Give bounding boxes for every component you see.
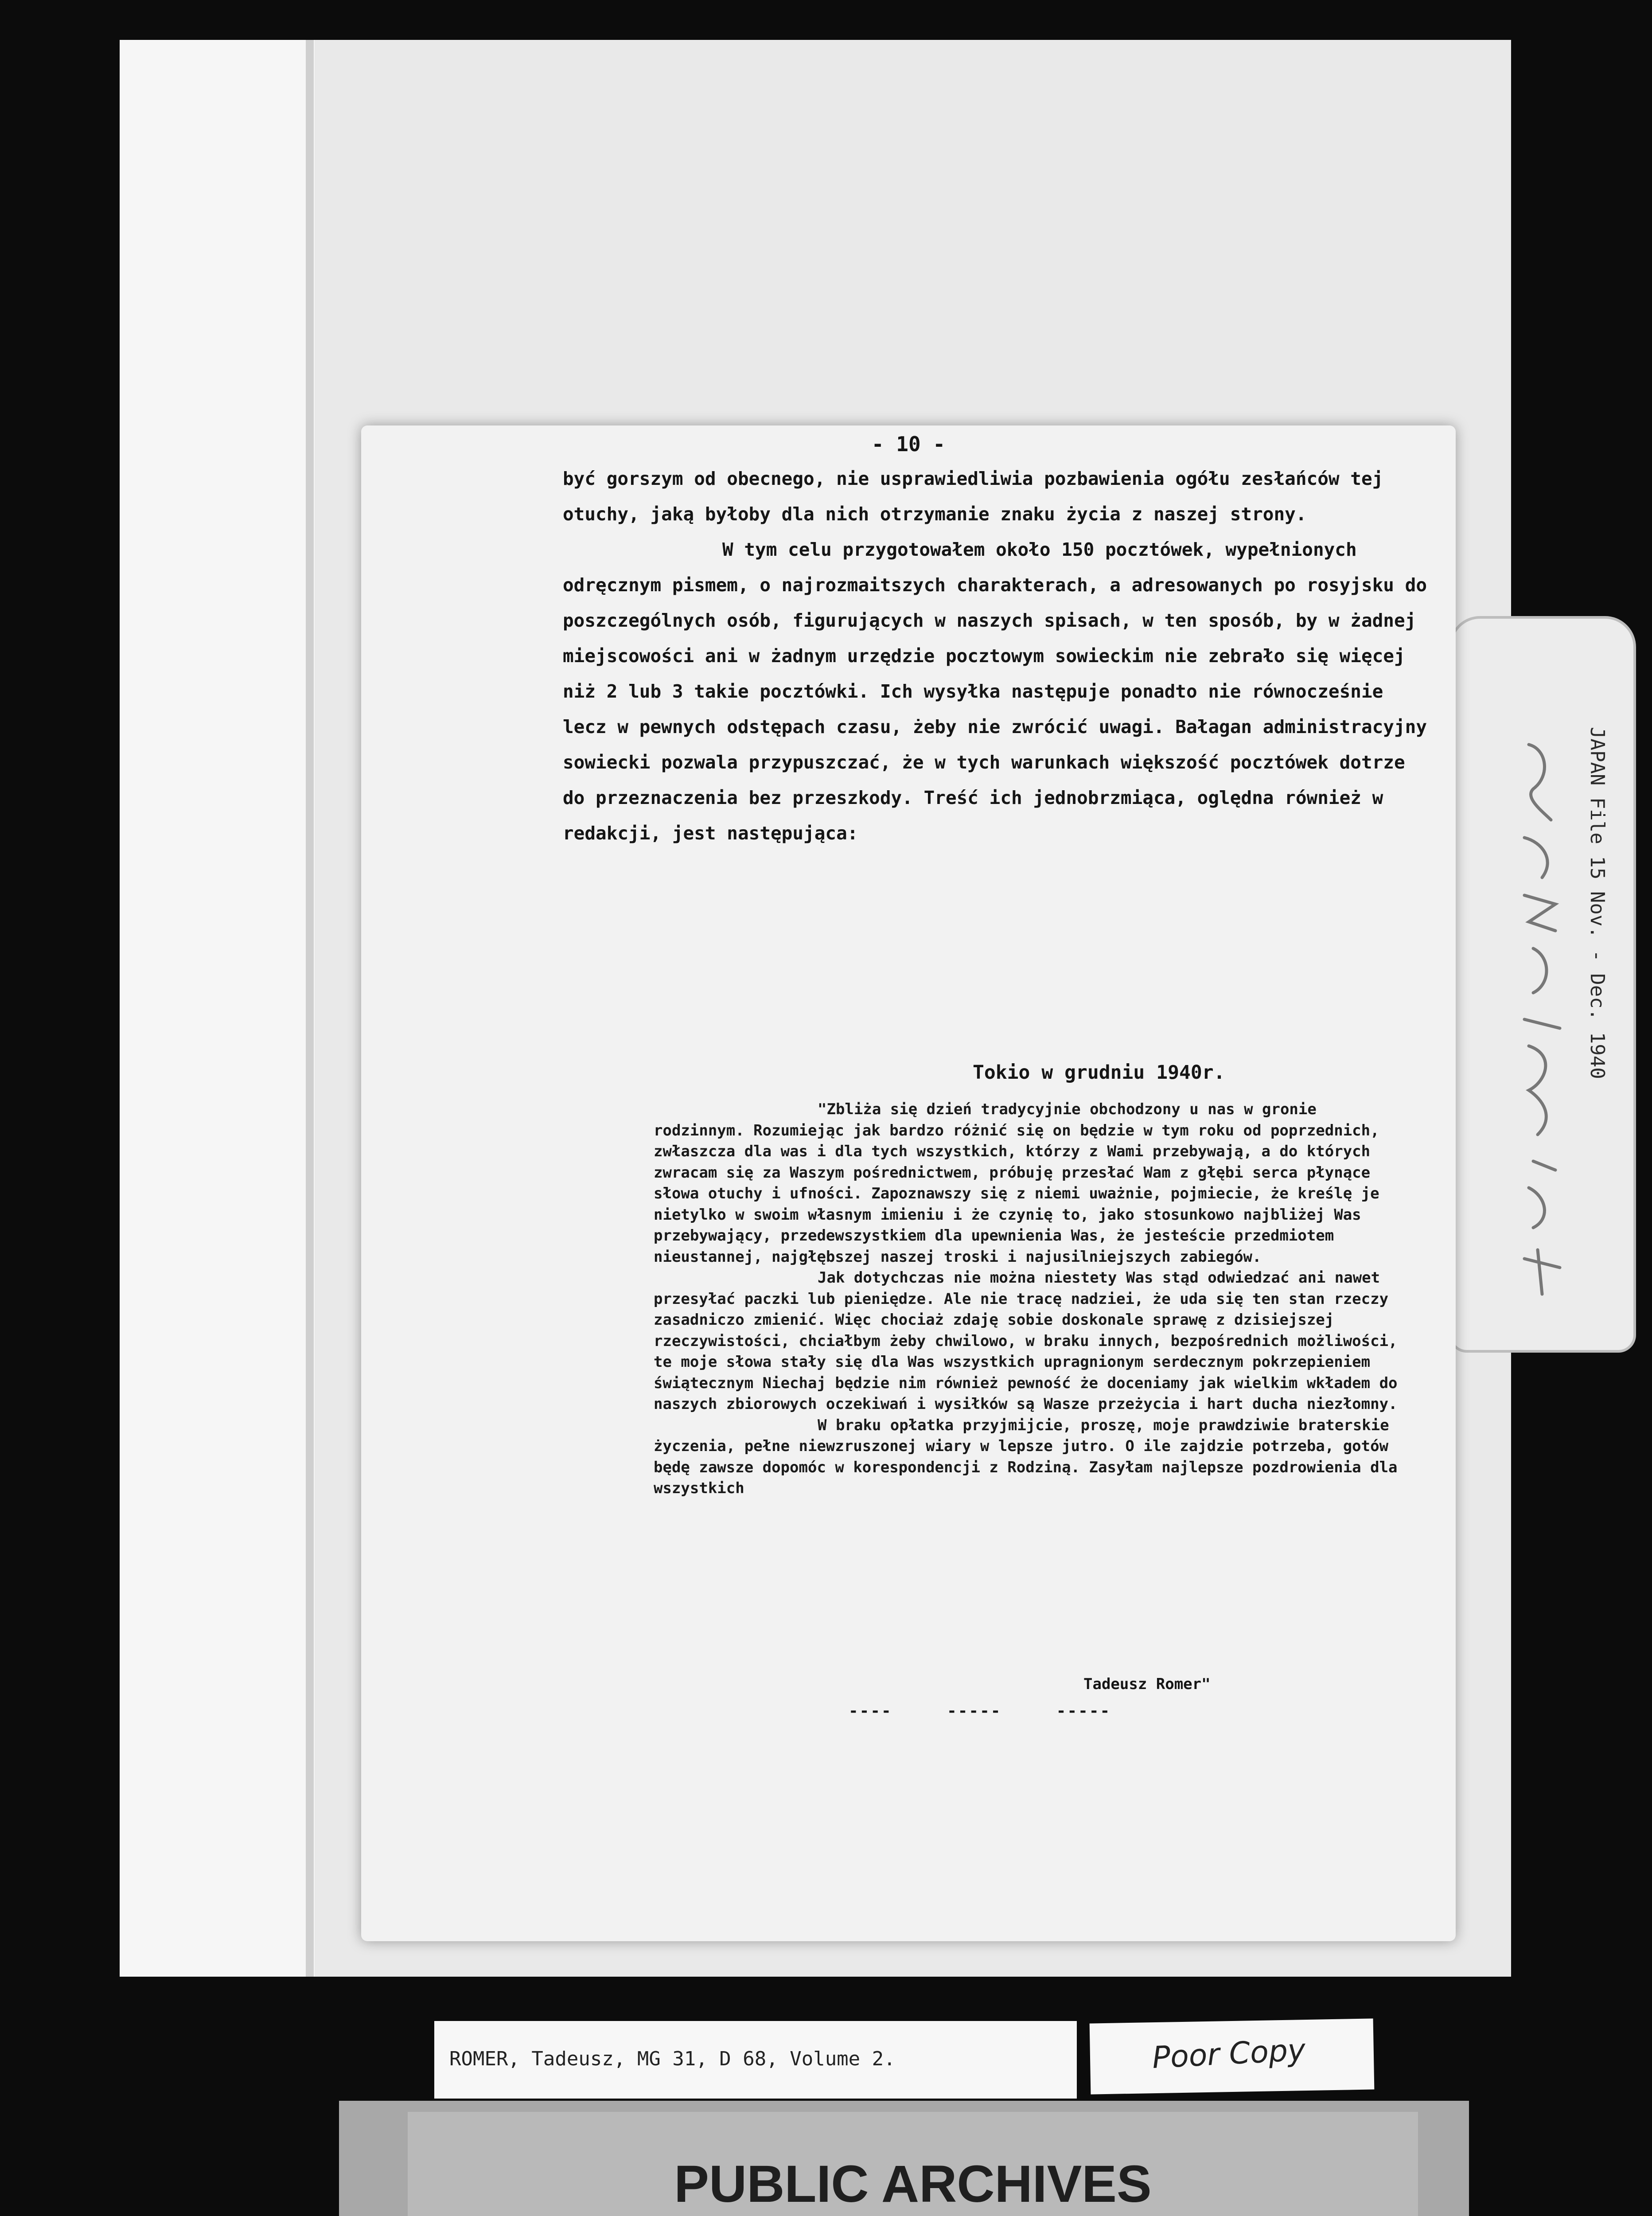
quoted-letter — [654, 1099, 1403, 1499]
folder-crease — [306, 40, 314, 1977]
folder-tab-text: JAPAN File 15 Nov. - Dec. 1940 — [1586, 727, 1609, 1079]
page-number: - 10 - — [871, 432, 946, 456]
report-body — [563, 461, 1431, 851]
handwritten-file-note — [1516, 736, 1569, 1312]
poor-copy-text: Poor Copy — [1151, 2033, 1307, 2076]
letter-paragraph: W braku opłatka przyjmijcie, proszę, moje prawdziwie braterskie życzenia, pełne niewzruszonej wiary w lepsze jutro. O ile zajdzie potrzeba, gotów będę zawsze dopomóc w korespondencji z Rodziną. Zasyłam najlepsze pozdrowienia dla wszystkich — [654, 1416, 1398, 1497]
closing-dashes: ---- ----- ----- — [849, 1702, 1111, 1720]
letter-date: Tokio w grudniu 1940r. — [973, 1061, 1225, 1084]
archive-reference-text: ROMER, Tadeusz, MG 31, D 68, Volume 2. — [449, 2048, 896, 2070]
report-paragraph: być gorszym od obecnego, nie usprawiedliwia pozbawienia ogółu zesłańców tej otuchy, jaką byłoby dla nich otrzymanie znaku życia z naszej strony. — [563, 468, 1383, 525]
report-paragraph: W tym celu przygotowałem około 150 pocztówek, wypełnionych odręcznym pismem, o najrozmaitszych charakterach, a adresowanych po rosyjsku do poszczególnych osób, figurujących w naszych spisach, w ten sposób, by w żadnej miejscowości ani w żadnym urzędzie pocztowym sowieckim nie zebrało się więcej niż 2 lub 3 takie pocztówki. Ich wysyłka następuje ponadto nie równocześnie lecz w pewnych odstępach czasu, żeby nie zwrócić uwagi. Bałagan administracyjny sowiecki pozwala przypuszczać, że w tych warunkach większość pocztówek dotrze do przeznaczenia bez przeszkody. Treść ich jednobrzmiąca, oględna również w redakcji, jest następująca: — [563, 539, 1427, 844]
letter-paragraph: "Zbliża się dzień tradycyjnie obchodzony u nas w gronie rodzinnym. Rozumiejąc jak bardzo różnić się on będzie w tym roku od poprzednich, zwłaszcza dla was i dla tych wszystkich, którzy z Wami przebywają, a do których zwracam się za Waszym pośrednictwem, próbuję przesłać Wam z głębi serca płynące słowa otuchy i ufności. Zapoznawszy się z niemi uważnie, pojmiecie, że kreślę je nietylko w swoim własnym imieniu i że czynię to, jako stosunkowo najbliżej Was przebywający, przedewszystkiem dla upewnienia Was, że jesteście przedmiotem nieustannej, najgłębszej naszej troski i najusilniejszych zabiegów. — [654, 1100, 1379, 1266]
letter-signature: Tadeusz Romer" — [1083, 1675, 1211, 1693]
typed-letter-page — [361, 425, 1456, 1941]
poor-copy-label — [1090, 2018, 1375, 2094]
folder-flap — [120, 40, 315, 1977]
letter-paragraph: Jak dotychczas nie można niestety Was stąd odwiedzać ani nawet przesyłać paczki lub pieniędze. Ale nie tracę nadziei, że uda się ten stan rzeczy zasadniczo zmienić. Więc chociaż zdaję sobie doskonale sprawę z dzisiejszej rzeczywistości, chciałbym żeby chwilowo, w braku innych, bezpośrednich możliwości, te moje słowa stały się dla Was wszystkich upragnionym serdecznym pokrzepieniem świątecznym Niechaj będzie nim również pewność że doceniamy jak wielkim wkładem do naszych zbiorowych oczekiwań i wysiłków są Wasze przeżycia i hart ducha niezłomny. — [654, 1269, 1398, 1413]
stamp-line-public-archives: PUBLIC ARCHIVES — [674, 2155, 1152, 2213]
archive-reference-label — [434, 2021, 1077, 2099]
